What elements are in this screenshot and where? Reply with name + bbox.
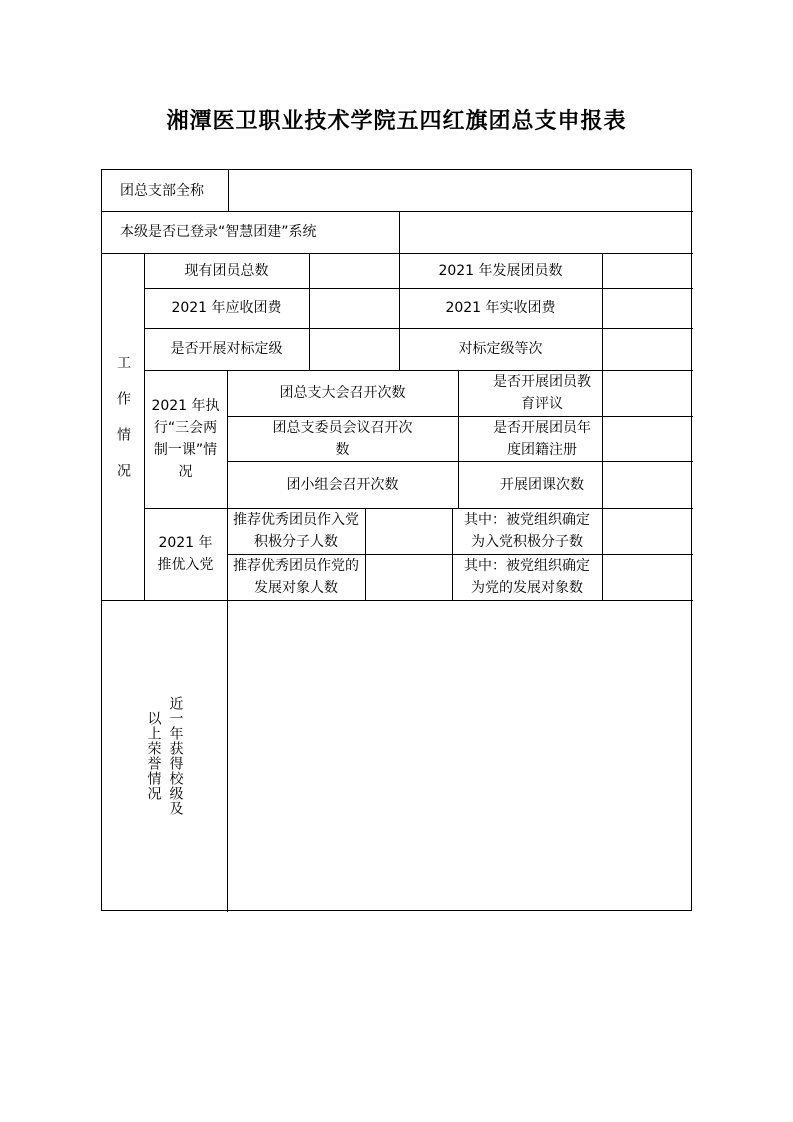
confirmed-targets-label: 其中：被党组织确定为党的发展对象数 [464,558,590,596]
annual-registration-label: 是否开展团员年度团籍注册 [493,419,591,458]
confirmed-activists-label: 其中：被党组织确定为入党积极分子数 [464,512,590,550]
benchmarking-label: 是否开展对标定级 [170,341,283,357]
fee-paid-label: 2021 年实收团费 [445,300,556,316]
education-review-input[interactable] [603,371,693,416]
work-section-label: 工作情况 [115,354,131,499]
honors-label-cell [102,600,227,912]
form-title: 湘潭医卫职业技术学院五四红旗团总支申报表 [166,109,627,134]
recommend-activists-input[interactable] [366,509,452,554]
smart-system-label: 本级是否已登录“智慧团建”系统 [120,224,317,240]
recommend-targets-label: 推荐优秀团员作党的发展对象人数 [233,558,359,596]
confirmed-activists-input[interactable] [603,509,693,554]
party-recommend-label: 2021 年推优入党 [157,535,214,573]
benchmarking-input[interactable] [310,329,399,370]
member-total-input[interactable] [310,254,399,288]
honors-label: 近一年获得校级及以上荣誉情况 [145,696,184,816]
benchmark-grade-input[interactable] [603,329,693,370]
annual-registration-input[interactable] [603,417,693,461]
confirmed-targets-input[interactable] [603,555,693,600]
group-meetings-label: 团小组会召开次数 [286,476,399,493]
three-meetings-label: 2021 年执行“三会两制一课”情况 [151,398,220,480]
honors-textarea[interactable] [228,601,693,912]
committee-meetings-label: 团总支委员会议召开次数 [272,419,413,458]
general-meetings-label: 团总支大会召开次数 [279,385,406,401]
full-name-input[interactable] [229,170,693,211]
league-lessons-input[interactable] [603,462,693,508]
member-total-label: 现有团员总数 [184,262,269,279]
league-lessons-label: 开展团课次数 [500,476,584,493]
recommend-targets-input[interactable] [366,555,452,600]
fee-due-label: 2021 年应收团费 [171,300,282,316]
smart-system-input[interactable] [400,212,693,253]
work-section-label-cell [102,253,144,600]
developed-2021-label: 2021 年发展团员数 [438,262,563,279]
fee-due-input[interactable] [310,289,399,328]
developed-2021-input[interactable] [603,254,693,288]
education-review-label: 是否开展团员教育评议 [493,374,591,412]
application-form-table [101,169,692,911]
fee-paid-input[interactable] [603,289,693,328]
full-name-label: 团总支部全称 [120,182,204,199]
recommend-activists-label: 推荐优秀团员作入党积极分子人数 [233,512,359,550]
benchmark-grade-label: 对标定级等次 [458,341,543,357]
